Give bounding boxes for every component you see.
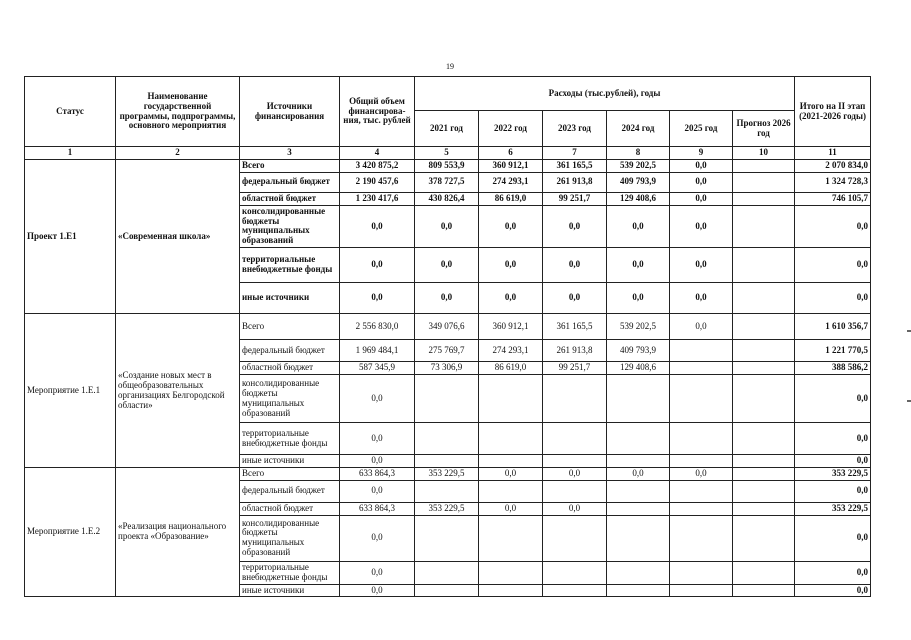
total-volume: 633 864,3 bbox=[340, 468, 415, 481]
year-value: 0,0 bbox=[543, 205, 607, 248]
year-value bbox=[479, 584, 543, 597]
page-number: 19 bbox=[446, 62, 454, 71]
year-value: 0,0 bbox=[670, 192, 733, 205]
year-value: 539 202,5 bbox=[607, 314, 670, 340]
year-value: 349 076,6 bbox=[415, 314, 479, 340]
year-value: 353 229,5 bbox=[415, 468, 479, 481]
funding-source: федеральный бюджет bbox=[240, 340, 340, 362]
total-volume: 0,0 bbox=[340, 375, 415, 423]
column-index: 9 bbox=[670, 147, 733, 160]
year-value bbox=[733, 455, 795, 468]
year-value: 0,0 bbox=[670, 172, 733, 192]
stage-total: 0,0 bbox=[795, 584, 871, 597]
year-value: 86 619,0 bbox=[479, 192, 543, 205]
funding-source: территориальные внебюджетные фонды bbox=[240, 248, 340, 283]
year-value: 378 727,5 bbox=[415, 172, 479, 192]
year-value: 275 769,7 bbox=[415, 340, 479, 362]
scan-mark bbox=[907, 400, 911, 402]
year-value: 0,0 bbox=[543, 248, 607, 283]
total-volume: 2 190 457,6 bbox=[340, 172, 415, 192]
year-value bbox=[733, 515, 795, 561]
header-year: 2023 год bbox=[543, 111, 607, 147]
year-value bbox=[733, 340, 795, 362]
header-year: 2024 год bbox=[607, 111, 670, 147]
stage-total: 0,0 bbox=[795, 455, 871, 468]
header-sources: Источники финансирования bbox=[240, 77, 340, 147]
year-value bbox=[415, 480, 479, 502]
total-volume: 0,0 bbox=[340, 480, 415, 502]
column-index: 3 bbox=[240, 147, 340, 160]
stage-total: 0,0 bbox=[795, 375, 871, 423]
year-value: 0,0 bbox=[479, 248, 543, 283]
year-value bbox=[670, 362, 733, 375]
year-value: 0,0 bbox=[415, 205, 479, 248]
year-value bbox=[415, 423, 479, 455]
year-value bbox=[733, 468, 795, 481]
year-value bbox=[607, 423, 670, 455]
year-value bbox=[607, 515, 670, 561]
funding-source: территориальные внебюджетные фонды bbox=[240, 561, 340, 584]
year-value bbox=[733, 375, 795, 423]
year-value bbox=[670, 423, 733, 455]
stage-total: 0,0 bbox=[795, 423, 871, 455]
year-value: 0,0 bbox=[543, 283, 607, 314]
stage-total: 0,0 bbox=[795, 205, 871, 248]
year-value bbox=[670, 480, 733, 502]
year-value bbox=[543, 515, 607, 561]
total-volume: 1 230 417,6 bbox=[340, 192, 415, 205]
stage-total: 0,0 bbox=[795, 561, 871, 584]
year-value: 0,0 bbox=[670, 283, 733, 314]
year-value bbox=[607, 375, 670, 423]
year-value: 0,0 bbox=[670, 205, 733, 248]
year-value bbox=[479, 423, 543, 455]
year-value: 809 553,9 bbox=[415, 159, 479, 172]
year-value bbox=[733, 192, 795, 205]
year-value: 274 293,1 bbox=[479, 172, 543, 192]
funding-source: консолидированные бюджеты муниципальных образований bbox=[240, 205, 340, 248]
budget-table bbox=[24, 76, 871, 597]
year-value bbox=[733, 561, 795, 584]
header-expenses: Расходы (тыс.рублей), годы bbox=[415, 77, 795, 111]
total-volume: 633 864,3 bbox=[340, 502, 415, 515]
stage-total: 1 221 770,5 bbox=[795, 340, 871, 362]
table-row bbox=[25, 468, 871, 481]
header-year: Прогноз 2026 год bbox=[733, 111, 795, 147]
total-volume: 0,0 bbox=[340, 283, 415, 314]
total-volume: 587 345,9 bbox=[340, 362, 415, 375]
funding-source: территориальные внебюджетные фонды bbox=[240, 423, 340, 455]
year-value: 0,0 bbox=[479, 502, 543, 515]
total-volume: 1 969 484,1 bbox=[340, 340, 415, 362]
year-value bbox=[415, 375, 479, 423]
total-volume: 0,0 bbox=[340, 561, 415, 584]
year-value bbox=[670, 561, 733, 584]
year-value: 0,0 bbox=[670, 248, 733, 283]
funding-source: федеральный бюджет bbox=[240, 172, 340, 192]
year-value: 0,0 bbox=[415, 248, 479, 283]
total-volume: 3 420 875,2 bbox=[340, 159, 415, 172]
stage-total: 0,0 bbox=[795, 515, 871, 561]
total-volume: 0,0 bbox=[340, 455, 415, 468]
year-value bbox=[415, 584, 479, 597]
table-row bbox=[25, 159, 871, 172]
stage-total: 0,0 bbox=[795, 283, 871, 314]
year-value bbox=[543, 480, 607, 502]
year-value bbox=[670, 515, 733, 561]
year-value: 86 619,0 bbox=[479, 362, 543, 375]
year-value bbox=[415, 515, 479, 561]
column-index: 7 bbox=[543, 147, 607, 160]
header-status: Статус bbox=[25, 77, 116, 147]
year-value: 0,0 bbox=[415, 283, 479, 314]
year-value bbox=[607, 480, 670, 502]
header-name: Наименование государственной программы, подпрограммы, основного мероприятия bbox=[116, 77, 240, 147]
year-value bbox=[733, 248, 795, 283]
year-value: 360 912,1 bbox=[479, 159, 543, 172]
year-value: 539 202,5 bbox=[607, 159, 670, 172]
year-value bbox=[733, 205, 795, 248]
stage-total: 2 070 834,0 bbox=[795, 159, 871, 172]
stage-total: 1 610 356,7 bbox=[795, 314, 871, 340]
column-index: 11 bbox=[795, 147, 871, 160]
funding-source: Всего bbox=[240, 468, 340, 481]
year-value: 0,0 bbox=[607, 205, 670, 248]
year-value bbox=[543, 423, 607, 455]
year-value bbox=[670, 584, 733, 597]
stage-total: 353 229,5 bbox=[795, 468, 871, 481]
year-value: 360 912,1 bbox=[479, 314, 543, 340]
total-volume: 0,0 bbox=[340, 205, 415, 248]
column-index: 6 bbox=[479, 147, 543, 160]
stage-total: 0,0 bbox=[795, 248, 871, 283]
year-value bbox=[733, 159, 795, 172]
column-index: 8 bbox=[607, 147, 670, 160]
year-value: 0,0 bbox=[479, 283, 543, 314]
year-value: 0,0 bbox=[607, 248, 670, 283]
year-value bbox=[543, 584, 607, 597]
stage-total: 746 105,7 bbox=[795, 192, 871, 205]
year-value bbox=[479, 455, 543, 468]
stage-total: 0,0 bbox=[795, 480, 871, 502]
header-year: 2025 год bbox=[670, 111, 733, 147]
funding-source: консолидированные бюджеты муниципальных образований bbox=[240, 515, 340, 561]
year-value: 261 913,8 bbox=[543, 340, 607, 362]
year-value bbox=[733, 283, 795, 314]
year-value bbox=[415, 561, 479, 584]
total-volume: 2 556 830,0 bbox=[340, 314, 415, 340]
year-value bbox=[733, 584, 795, 597]
year-value bbox=[607, 561, 670, 584]
year-value bbox=[479, 515, 543, 561]
year-value bbox=[479, 561, 543, 584]
year-value: 73 306,9 bbox=[415, 362, 479, 375]
total-volume: 0,0 bbox=[340, 584, 415, 597]
funding-source: федеральный бюджет bbox=[240, 480, 340, 502]
year-value: 0,0 bbox=[543, 468, 607, 481]
row-status: Мероприятие 1.Е.1 bbox=[25, 314, 116, 468]
scan-mark bbox=[907, 330, 911, 332]
year-value bbox=[607, 584, 670, 597]
year-value bbox=[670, 340, 733, 362]
row-name: «Современная школа» bbox=[116, 159, 240, 313]
year-value: 261 913,8 bbox=[543, 172, 607, 192]
year-value bbox=[670, 375, 733, 423]
funding-source: консолидированные бюджеты муниципальных образований bbox=[240, 375, 340, 423]
year-value: 0,0 bbox=[479, 468, 543, 481]
year-value: 361 165,5 bbox=[543, 314, 607, 340]
year-value bbox=[543, 455, 607, 468]
funding-source: областной бюджет bbox=[240, 502, 340, 515]
column-index: 1 bbox=[25, 147, 116, 160]
year-value: 0,0 bbox=[607, 468, 670, 481]
year-value: 409 793,9 bbox=[607, 172, 670, 192]
row-name: «Реализация национального проекта «Образование» bbox=[116, 468, 240, 597]
funding-source: иные источники bbox=[240, 455, 340, 468]
total-volume: 0,0 bbox=[340, 248, 415, 283]
year-value: 361 165,5 bbox=[543, 159, 607, 172]
year-value bbox=[733, 480, 795, 502]
year-value: 0,0 bbox=[670, 468, 733, 481]
year-value: 129 408,6 bbox=[607, 192, 670, 205]
year-value: 353 229,5 bbox=[415, 502, 479, 515]
year-value bbox=[733, 172, 795, 192]
year-value bbox=[543, 561, 607, 584]
year-value bbox=[479, 480, 543, 502]
row-status: Мероприятие 1.Е.2 bbox=[25, 468, 116, 597]
year-value bbox=[607, 502, 670, 515]
column-index: 4 bbox=[340, 147, 415, 160]
year-value: 129 408,6 bbox=[607, 362, 670, 375]
total-volume: 0,0 bbox=[340, 515, 415, 561]
header-year: 2021 год bbox=[415, 111, 479, 147]
year-value: 430 826,4 bbox=[415, 192, 479, 205]
year-value: 0,0 bbox=[607, 283, 670, 314]
funding-source: областной бюджет bbox=[240, 192, 340, 205]
header-stage-total: Итого на II этап (2021-2026 годы) bbox=[795, 77, 871, 147]
year-value bbox=[670, 455, 733, 468]
funding-source: Всего bbox=[240, 314, 340, 340]
stage-total: 353 229,5 bbox=[795, 502, 871, 515]
year-value bbox=[733, 502, 795, 515]
year-value: 0,0 bbox=[670, 314, 733, 340]
stage-total: 388 586,2 bbox=[795, 362, 871, 375]
funding-source: Всего bbox=[240, 159, 340, 172]
table-row bbox=[25, 314, 871, 340]
header-year: 2022 год bbox=[479, 111, 543, 147]
year-value: 274 293,1 bbox=[479, 340, 543, 362]
year-value: 99 251,7 bbox=[543, 362, 607, 375]
column-index: 2 bbox=[116, 147, 240, 160]
year-value bbox=[607, 455, 670, 468]
funding-source: иные источники bbox=[240, 584, 340, 597]
year-value bbox=[479, 375, 543, 423]
year-value: 0,0 bbox=[543, 502, 607, 515]
year-value bbox=[733, 362, 795, 375]
header-total-volume: Общий объем финансирова-ния, тыс. рублей bbox=[340, 77, 415, 147]
year-value: 0,0 bbox=[479, 205, 543, 248]
year-value: 99 251,7 bbox=[543, 192, 607, 205]
column-index: 10 bbox=[733, 147, 795, 160]
stage-total: 1 324 728,3 bbox=[795, 172, 871, 192]
year-value bbox=[733, 423, 795, 455]
total-volume: 0,0 bbox=[340, 423, 415, 455]
year-value bbox=[543, 375, 607, 423]
funding-source: иные источники bbox=[240, 283, 340, 314]
year-value bbox=[670, 502, 733, 515]
row-status: Проект 1.Е1 bbox=[25, 159, 116, 313]
year-value: 0,0 bbox=[670, 159, 733, 172]
year-value: 409 793,9 bbox=[607, 340, 670, 362]
funding-source: областной бюджет bbox=[240, 362, 340, 375]
year-value bbox=[415, 455, 479, 468]
column-index: 5 bbox=[415, 147, 479, 160]
row-name: «Создание новых мест в общеобразовательных организациях Белгородской области» bbox=[116, 314, 240, 468]
year-value bbox=[733, 314, 795, 340]
